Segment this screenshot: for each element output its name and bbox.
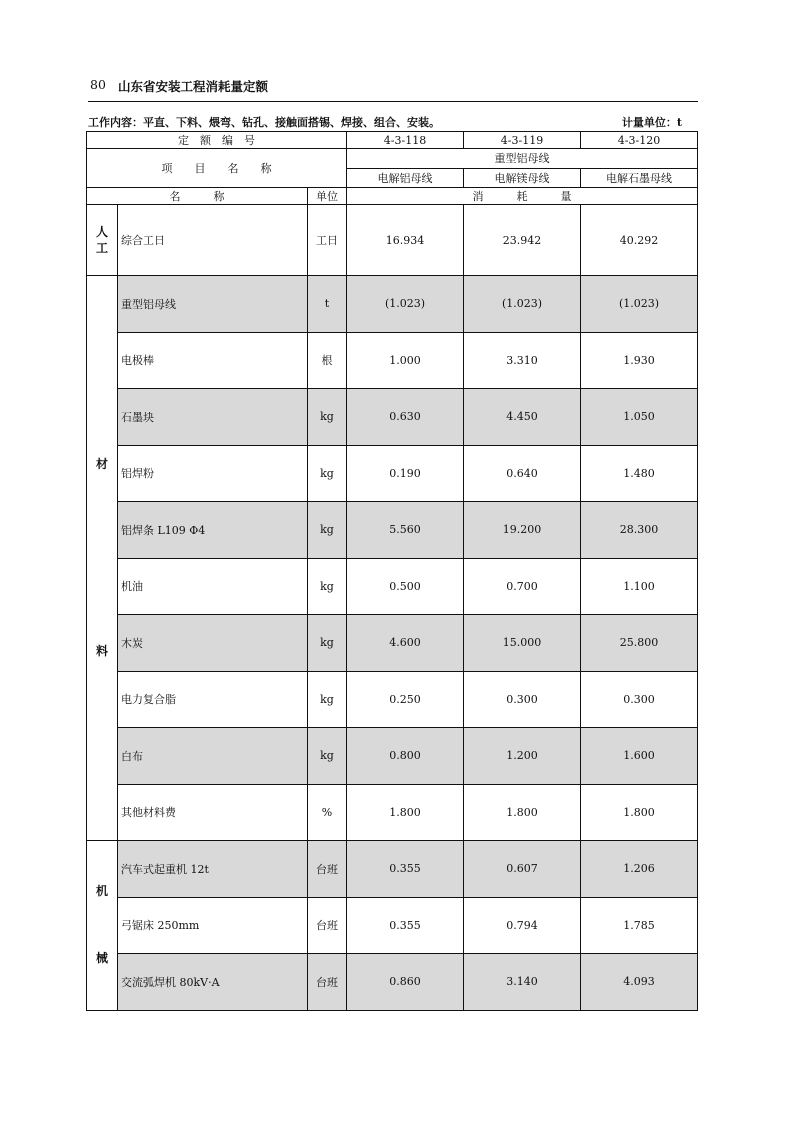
item-unit: kg bbox=[308, 615, 347, 672]
item-unit: kg bbox=[308, 389, 347, 446]
table-row bbox=[87, 332, 698, 389]
value-3: 1.785 bbox=[581, 897, 698, 954]
item-name-label: 项 目 名 称 bbox=[87, 149, 347, 188]
material-category-char: 材 bbox=[95, 457, 108, 472]
machine-category-char: 械 bbox=[95, 951, 108, 966]
item-unit: 根 bbox=[308, 332, 347, 389]
table-row bbox=[87, 615, 698, 672]
value-2: 19.200 bbox=[464, 502, 581, 559]
item-unit: kg bbox=[308, 502, 347, 559]
item-name: 重型铝母线 bbox=[118, 276, 308, 333]
value-3: 4.093 bbox=[581, 954, 698, 1011]
quota-number-row bbox=[87, 132, 698, 149]
col-unit-header: 单位 bbox=[308, 188, 347, 205]
table-row bbox=[87, 784, 698, 841]
group-title: 重型铝母线 bbox=[347, 149, 698, 169]
sub-title-2: 电解镁母线 bbox=[464, 168, 581, 188]
value-2: 0.607 bbox=[464, 841, 581, 898]
value-2: 3.140 bbox=[464, 954, 581, 1011]
sub-title-1: 电解铝母线 bbox=[347, 168, 464, 188]
machine-category bbox=[87, 841, 118, 1011]
value-3: 1.050 bbox=[581, 389, 698, 446]
item-name: 电极棒 bbox=[118, 332, 308, 389]
item-unit: kg bbox=[308, 671, 347, 728]
item-name: 其他材料费 bbox=[118, 784, 308, 841]
table-row bbox=[87, 276, 698, 333]
table-row bbox=[87, 841, 698, 898]
labor-category bbox=[87, 205, 118, 276]
labor-category-char: 人工 bbox=[95, 224, 108, 255]
value-1: 0.250 bbox=[347, 671, 464, 728]
group-title-row bbox=[87, 149, 698, 169]
item-name: 汽车式起重机 12t bbox=[118, 841, 308, 898]
work-content: 工作内容：平直、下料、煨弯、钻孔、接触面搭锡、焊接、组合、安装。 bbox=[88, 116, 440, 129]
value-3: 1.206 bbox=[581, 841, 698, 898]
value-1: 5.560 bbox=[347, 502, 464, 559]
value-2: 23.942 bbox=[464, 205, 581, 276]
value-1: 1.800 bbox=[347, 784, 464, 841]
item-unit: kg bbox=[308, 558, 347, 615]
value-2: 3.310 bbox=[464, 332, 581, 389]
table-row bbox=[87, 558, 698, 615]
value-3: 1.930 bbox=[581, 332, 698, 389]
value-3: 1.800 bbox=[581, 784, 698, 841]
col-consumption-header: 消 耗 量 bbox=[347, 188, 698, 205]
value-3: 28.300 bbox=[581, 502, 698, 559]
table-row bbox=[87, 502, 698, 559]
item-name: 铝焊条 L109 Φ4 bbox=[118, 502, 308, 559]
value-1: 16.934 bbox=[347, 205, 464, 276]
table-row bbox=[87, 445, 698, 502]
value-3: 1.100 bbox=[581, 558, 698, 615]
unit-note: 计量单位：t bbox=[621, 116, 682, 129]
value-1: 0.500 bbox=[347, 558, 464, 615]
value-1: 0.190 bbox=[347, 445, 464, 502]
item-unit: % bbox=[308, 784, 347, 841]
table-row bbox=[87, 671, 698, 728]
value-3: 1.480 bbox=[581, 445, 698, 502]
item-name: 木炭 bbox=[118, 615, 308, 672]
value-2: 0.794 bbox=[464, 897, 581, 954]
table-row bbox=[87, 389, 698, 446]
value-2: 1.200 bbox=[464, 728, 581, 785]
item-name: 交流弧焊机 80kV·A bbox=[118, 954, 308, 1011]
value-2: 15.000 bbox=[464, 615, 581, 672]
material-category-char: 料 bbox=[95, 644, 108, 658]
value-2: (1.023) bbox=[464, 276, 581, 333]
value-2: 4.450 bbox=[464, 389, 581, 446]
value-3: 25.800 bbox=[581, 615, 698, 672]
quota-number-3: 4-3-120 bbox=[581, 132, 698, 149]
item-name: 机油 bbox=[118, 558, 308, 615]
quota-table bbox=[86, 131, 698, 1011]
value-2: 0.700 bbox=[464, 558, 581, 615]
value-1: 0.800 bbox=[347, 728, 464, 785]
value-2: 1.800 bbox=[464, 784, 581, 841]
table-row bbox=[87, 954, 698, 1011]
col-name-header: 名 称 bbox=[87, 188, 308, 205]
quota-number-2: 4-3-119 bbox=[464, 132, 581, 149]
item-name: 电力复合脂 bbox=[118, 671, 308, 728]
column-header-row bbox=[87, 188, 698, 205]
item-unit: kg bbox=[308, 445, 347, 502]
value-1: 0.355 bbox=[347, 897, 464, 954]
table-row bbox=[87, 205, 698, 276]
value-3: 0.300 bbox=[581, 671, 698, 728]
value-2: 0.300 bbox=[464, 671, 581, 728]
item-unit: 台班 bbox=[308, 841, 347, 898]
machine-category-char: 机 bbox=[95, 884, 108, 899]
book-title: 山东省安装工程消耗量定额 bbox=[118, 79, 269, 94]
item-unit: 工日 bbox=[308, 205, 347, 276]
value-1: (1.023) bbox=[347, 276, 464, 333]
item-unit: 台班 bbox=[308, 954, 347, 1011]
item-unit: 台班 bbox=[308, 897, 347, 954]
value-1: 0.630 bbox=[347, 389, 464, 446]
page-header bbox=[88, 73, 698, 102]
item-name: 综合工日 bbox=[118, 205, 308, 276]
value-1: 1.000 bbox=[347, 332, 464, 389]
item-name: 白布 bbox=[118, 728, 308, 785]
page-number: 80 bbox=[90, 77, 106, 92]
sub-title-3: 电解石墨母线 bbox=[581, 168, 698, 188]
value-3: 40.292 bbox=[581, 205, 698, 276]
quota-number-1: 4-3-118 bbox=[347, 132, 464, 149]
item-name: 石墨块 bbox=[118, 389, 308, 446]
value-2: 0.640 bbox=[464, 445, 581, 502]
item-unit: kg bbox=[308, 728, 347, 785]
value-3: 1.600 bbox=[581, 728, 698, 785]
value-1: 0.860 bbox=[347, 954, 464, 1011]
value-3: (1.023) bbox=[581, 276, 698, 333]
quota-no-label: 定 额 编 号 bbox=[87, 132, 347, 149]
item-name: 铝焊粉 bbox=[118, 445, 308, 502]
item-name: 弓锯床 250mm bbox=[118, 897, 308, 954]
item-unit: t bbox=[308, 276, 347, 333]
material-category bbox=[87, 276, 118, 841]
value-1: 4.600 bbox=[347, 615, 464, 672]
value-1: 0.355 bbox=[347, 841, 464, 898]
table-row bbox=[87, 728, 698, 785]
table-row bbox=[87, 897, 698, 954]
work-content-line bbox=[88, 114, 696, 130]
